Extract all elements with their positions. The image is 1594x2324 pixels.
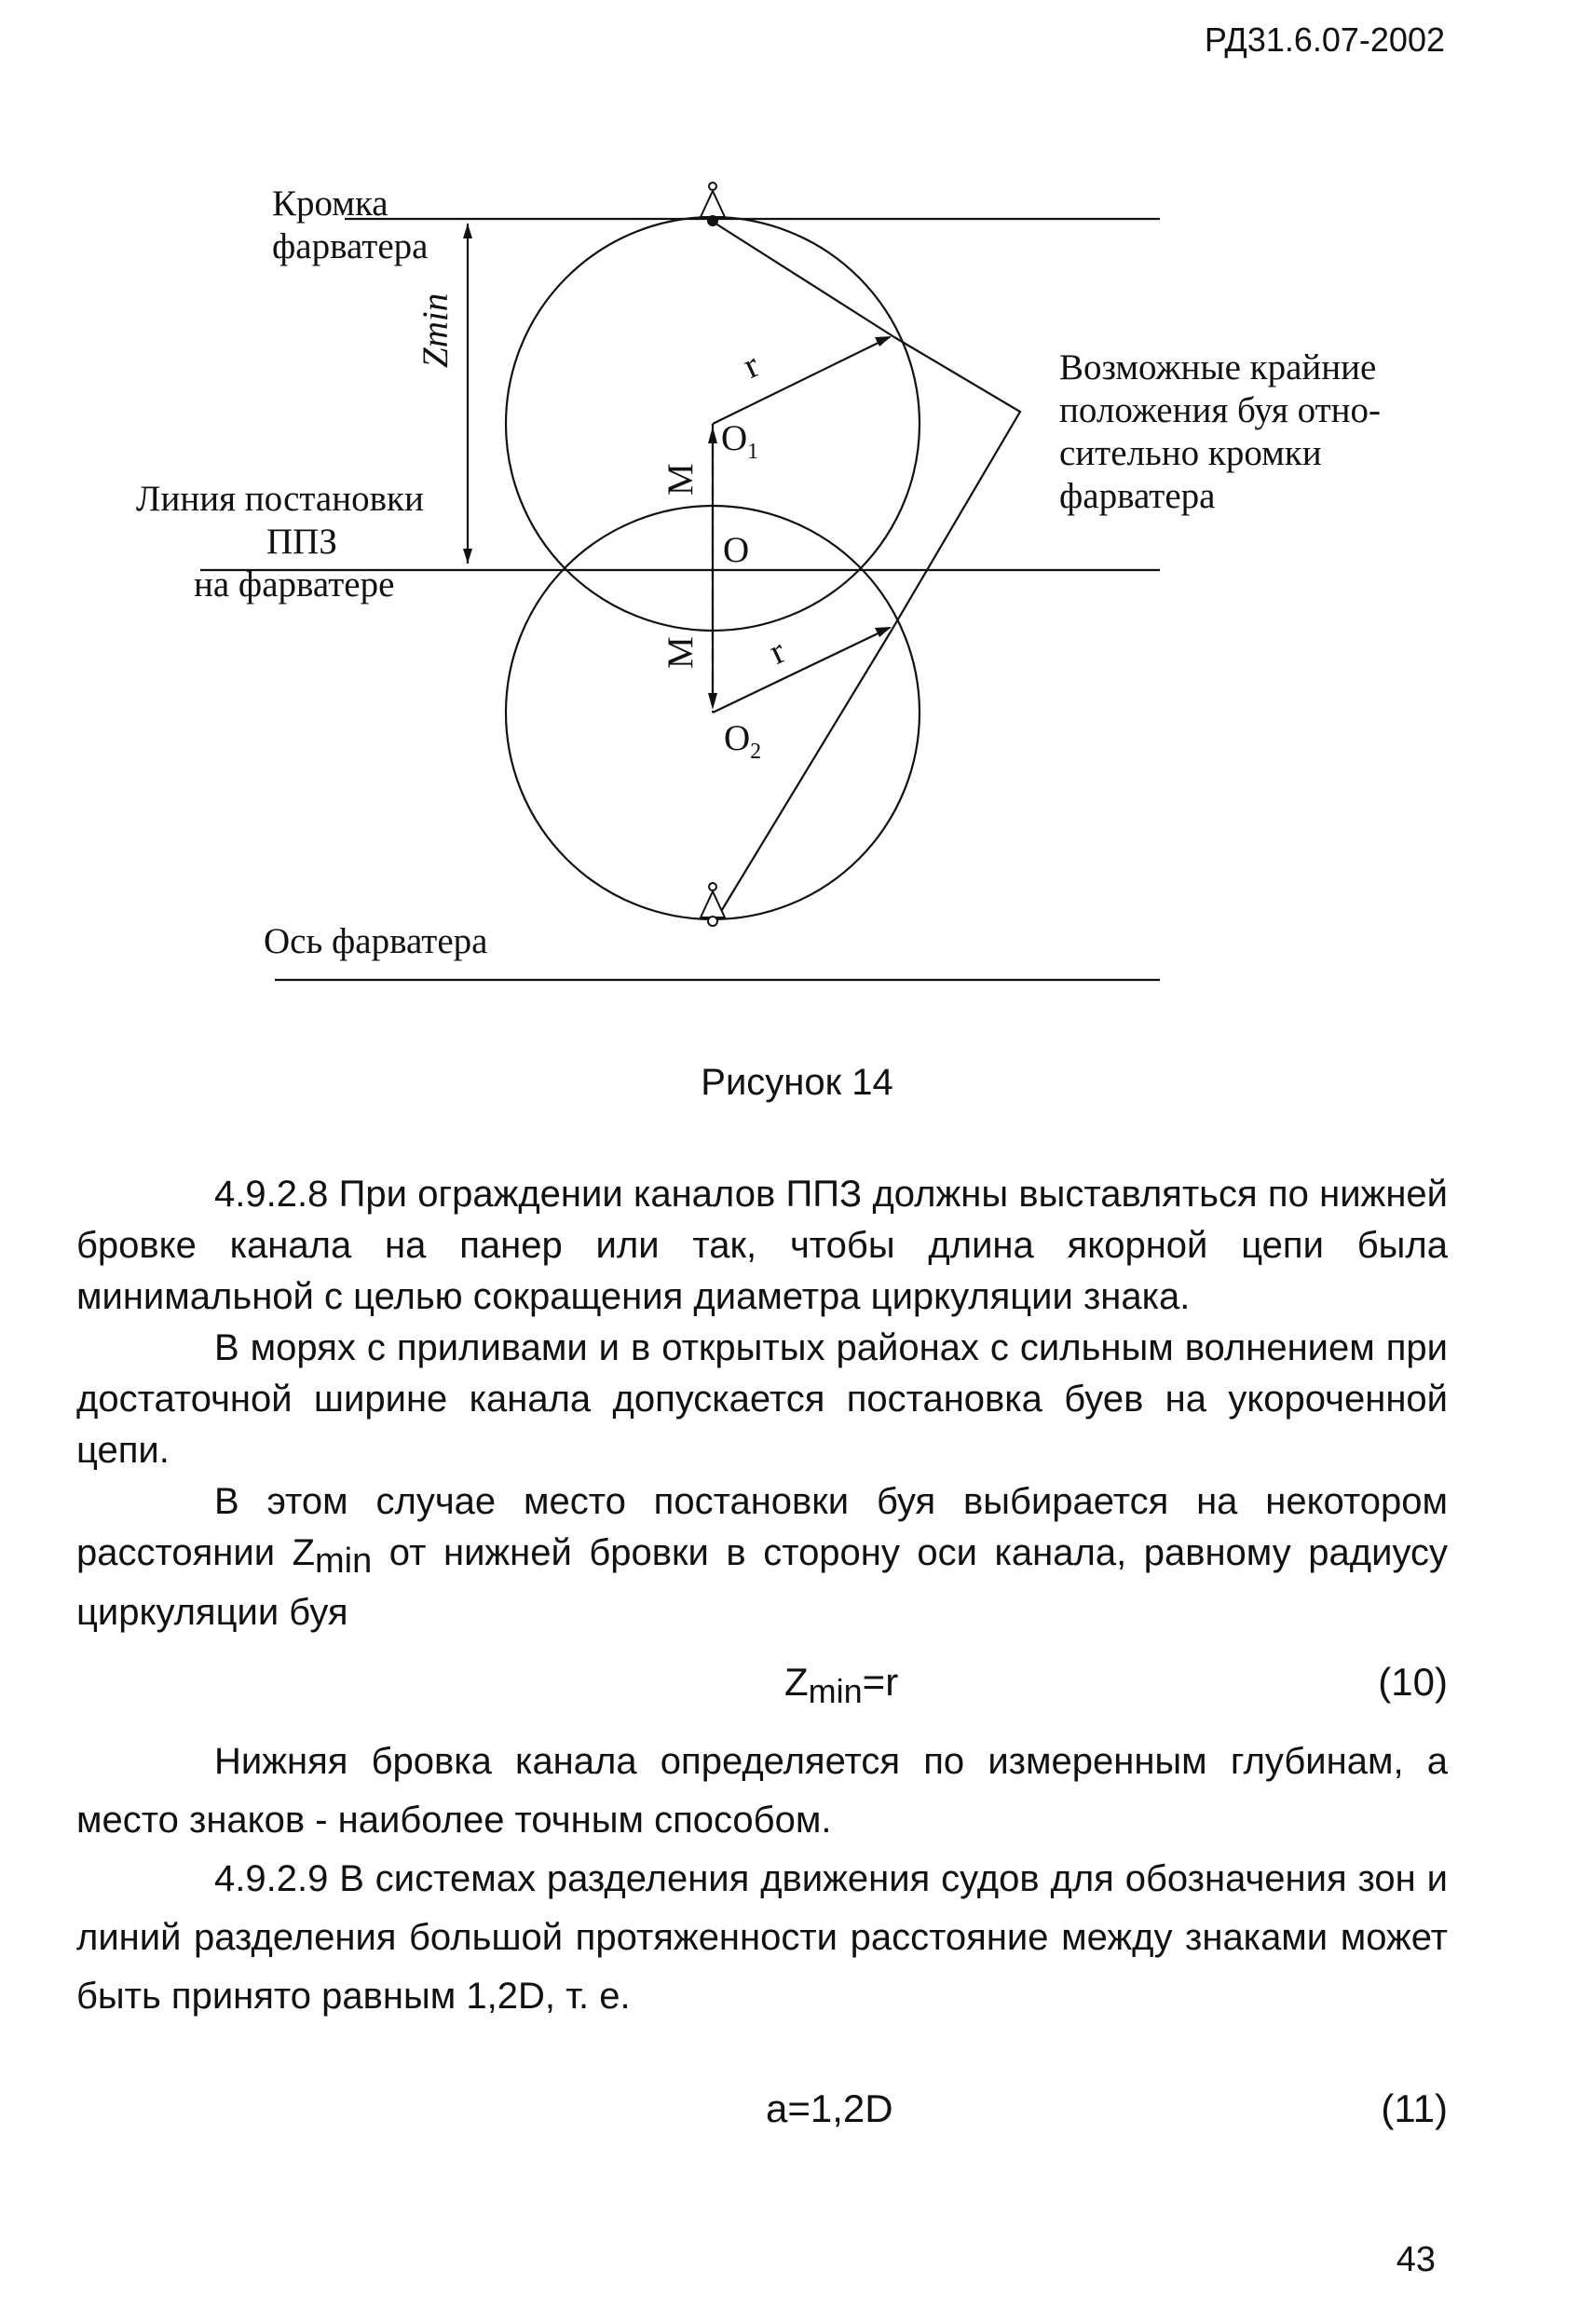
label-m-upper: M [661,463,701,496]
buoy-line-lower [717,629,892,917]
paragraph-tides: В морях с приливами и в открытых районах с сильным волнением при достаточной ширине канала допускается постановка буев на укороченной цепи. [76,1327,1448,1471]
m-upper-arrowhead [708,427,717,443]
label-possible-line3: сительно кромки [1059,433,1322,473]
label-fairway-axis: Ось фарватера [264,921,488,961]
r-lower-arrow [713,628,890,713]
label-zmin: Zmin [416,292,456,368]
formula-10-number: (10) [1378,1660,1448,1704]
document-code: РД31.6.07-2002 [1204,20,1445,59]
formula-10 [76,1660,1448,1716]
figure-caption: Рисунок 14 [701,1062,893,1103]
label-r-lower: r [763,631,792,673]
formula-11-number: (11) [1381,2086,1448,2130]
label-o2: $O_2$ [724,718,762,764]
paragraph-4-9-2-9: 4.9.2.9 В системах разделения движения судов для обозначения зон и линий разделения большой протяженности расстояние между знаками может быть принято равным 1,2D, т. е. [76,1858,1448,2017]
label-r-upper: r [737,345,766,387]
r-upper-arrowhead [875,336,892,347]
formula-10-expression: $Z_{min}=r$ [784,1660,899,1710]
page-number: 43 [1396,2240,1436,2279]
m-lower-arrowhead [708,693,717,710]
body-text-block-2 [76,1733,1448,2026]
formula-11-expression: a=1,2D [766,2086,893,2130]
paragraph-lower-edge: Нижняя бровка канала определяется по измеренным глубинам, а место знаков - наиболее точным способом. [76,1741,1448,1841]
label-edge-line1: Кромка [272,183,388,224]
label-o1: $O_1$ [721,418,759,464]
paragraph-zmin: В этом случае место постановки буя выбирается на некотором расстоянии $Z_{min}$ от нижней бровки в сторону оси канала, равному радиусу циркуляции буя [76,1481,1449,1633]
figure-14 [0,0,1594,1025]
label-o: O [723,530,750,570]
label-m-lower: M [661,636,701,669]
label-install-line3: на фарватере [194,564,395,605]
paragraph-4-9-2-8: 4.9.2.8 При ограждении каналов ППЗ должны выставляться по нижней бровке канала на панер или так, чтобы длина якорной цепи была минимальной с целью сокращения диаметра циркуляции знака. [76,1174,1448,1317]
label-install-line1: Линия постановки [136,479,424,519]
zmin-arrowhead-top [463,224,472,238]
label-edge-line2: фарватера [272,226,429,266]
label-possible-line4: фарватера [1059,476,1216,516]
zmin-arrowhead-bottom [463,549,472,564]
label-install-line2: ППЗ [266,522,337,562]
body-text-block-1 [76,1169,1448,1638]
formula-11 [76,2086,1448,2142]
label-possible-line1: Возможные крайние [1059,347,1377,387]
label-possible-line2: положения буя отно- [1059,390,1381,430]
